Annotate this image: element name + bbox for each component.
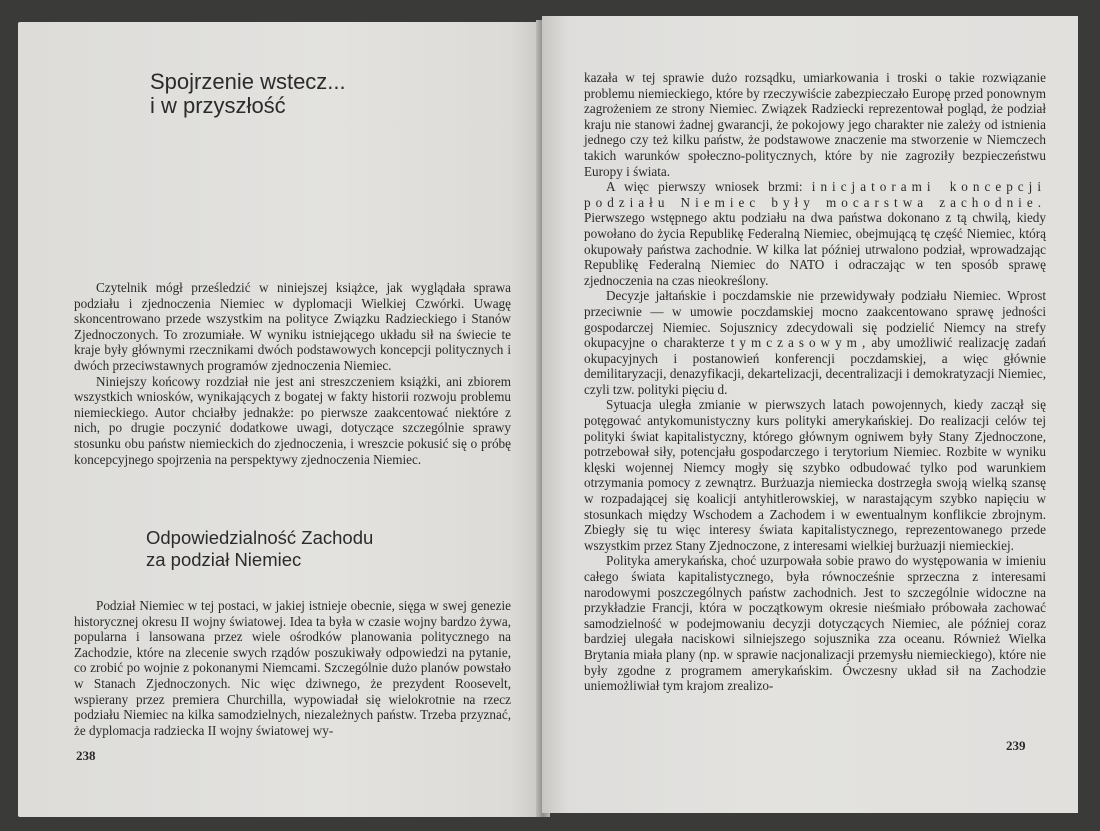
section-text [74,598,511,738]
chapter-title-line-2: i w przyszłość [150,93,286,118]
text-run: kazała w tej sprawie dużo rozsądku, umiarkowania i troski o takie rozwiązanie problemu niemieckiego, które by rzeczywiście zabezpieczało Europę przed ponownym zagrożeniem ze strony Niemiec. Związek Radziecki reprezentował pogląd, że podział kraju nie stanowi żadnej gwarancji, że pokojowy jego charakter nie zależy od istnienia jednego czy też kilku państw, że podstawowe znaczenie ma stworzenie w Niemczech takich warunków społeczno-politycznych, które by nie zagroziły bezpieczeństwu Europy i świata. [584,70,1046,179]
spaced-emphasis: inicjatorami koncepcji podziału Niemiec były mocarstwa zachodnie. [584,179,1046,210]
intro-text [74,280,511,467]
left-page [18,22,542,817]
paragraph [584,397,1046,553]
paragraph: Niniejszy końcowy rozdział nie jest ani streszczeniem książki, ani zbiorem wszystkich wniosków, wynikających z bogatej w fakty historii rozwoju problemu niemieckiego. Autor chciałby jednakże: po pierwsze zaakcentować niektóre z nich, po drugie poczynić dodatkowe uwagi, dotyczące szczególnie sprawy stosunku obu państw niemieckich do zjednoczenia, i wreszcie pokusić się o próbę koncepcyjnego spojrzenia na perspektywy zjednoczenia Niemiec. [74,373,511,467]
text-run: Sytuacja uległa zmianie w pierwszych latach powojennych, kiedy zaczął się potęgować antykomunistyczny kurs polityki amerykańskiej. Do realizacji celów tej polityki świat kapitalistyczny, którego głównym ogniwem były Stany Zjednoczone, potrzebował siły, potencjału gospodarczego i terytorium Niemiec. Rozbite w wyniku klęski wojennej Niemcy mogły się szybko odbudować tylko pod warunkiem otrzymania pomocy z zewnątrz. Burżuazja niemiecka dostrzegła swoją wielką szansę w rozpadającej się koalicji antyhitlerowskiej, w narastającym szybko napięciu w stosunkach między Wschodem a Zachodem i w ewentualnym konflikcie zbrojnym. Zbiegły się tu więc interesy świata kapitalistycznego, reprezentowanego przede wszystkim przez Stany Zjednoczone, z interesami wielkiej burżuazji niemieckiej. [584,397,1046,553]
text-run: , aby umożliwić realizację zadań okupacyjnych i postanowień konferencji poczdamskiej, a więc głównie demilitaryzacji, denazyfikacji, dekartelizacji, decentralizacji i demokratyzacji Niemiec, czyli tzw. polityki pięciu d. [584,335,1046,397]
page-number-right: 239 [1006,738,1026,753]
text-run: A więc pierwszy wniosek brzmi: [606,179,812,195]
section-title-line-2: za podział Niemiec [146,549,302,570]
right-page-text [584,70,1046,694]
paragraph [584,179,1046,288]
section-title-line-1: Odpowiedzialność Zachodu [146,527,374,548]
text-run: Pierwszego wstępnego aktu podziału na dwa państwa dokonano z tą chwilą, kiedy powołano do życia Republikę Federalną Niemiec, obejmującą tę część Niemiec, którą okupowały państwa zachodnie. W kilka lat później utrwalono podział, wprowadzając Republikę Federalną Niemiec do NATO i odraczając w ten sposób sprawę zjednoczenia na czas nieokreślony. [584,210,1046,288]
text-run: Polityka amerykańska, choć uzurpowała sobie prawo do występowania w imieniu całego świata kapitalistycznego, była równocześnie sprzeczna z interesami narodowymi poszczególnych państw zachodnich. Jest to szczególnie widoczne na przykładzie Francji, która w początkowym okresie nieśmiało próbowała zachować samodzielność w podejmowaniu decyzji dotyczących Niemiec, ale później coraz bardziej ulegała naciskowi silniejszego sojusznika zza oceanu. Również Wielka Brytania miała plany (np. w sprawie nacjonalizacji przemysłu niemieckiego), które nie były zgodne z programem amerykańskim. Ówczesny układ sił na Zachodzie uniemożliwiał tym krajom zrealizo- [584,553,1046,694]
chapter-title-line-1: Spojrzenie wstecz... [150,69,346,94]
chapter-title [150,70,470,118]
paragraph: Podział Niemiec w tej postaci, w jakiej istnieje obecnie, sięga w swej genezie historycznej okresu II wojny światowej. Idea ta była w czasie wojny bardzo żywa, popularna i lansowana przez wiele ośrodków planowania politycznego na Zachodzie, które na zlecenie swych rządów poszukiwały odpowiedzi na pytanie, co zrobić po wojnie z pokonanymi Niemcami. Szczególnie dużo planów powstało w Stanach Zjednoczonych. Nic więc dziwnego, że prezydent Roosevelt, wspierany przez premiera Churchilla, wypowiadał się wielokrotnie na rzecz podziału Niemiec na kilka samodzielnych, niezależnych państw. Trzeba przyznać, że dyplomacja radziecka II wojny światowej wy- [74,598,511,738]
section-title [146,527,486,571]
paragraph [584,70,1046,179]
paragraph [584,553,1046,693]
spaced-emphasis: tymczasowym [730,335,862,351]
right-page [542,16,1078,813]
paragraph [584,288,1046,397]
page-number-left: 238 [76,748,96,763]
paragraph: Czytelnik mógł prześledzić w niniejszej książce, jak wyglądała sprawa podziału i zjednoczenia Niemiec w dyplomacji Wielkiej Czwórki. Uwagę skoncentrowano przede wszystkim na polityce Związku Radzieckiego i Stanów Zjednoczonych. To zrozumiałe. W wyniku istniejącego układu sił na świecie te kraje były głównymi rzecznikami dwóch podstawowych koncepcji politycznych i dwóch przeciwstawnych programów zjednoczenia Niemiec. [74,280,511,373]
text-run: Decyzje jałtańskie i poczdamskie nie przewidywały podziału Niemiec. Wprost przeciwnie — w umowie poczdamskiej mocno zaakcentowano sprawę jedności gospodarczej Niemiec. Sojusznicy zdecydowali się podzielić Niemcy na strefy okupacyjne o charakterze [584,288,1046,351]
